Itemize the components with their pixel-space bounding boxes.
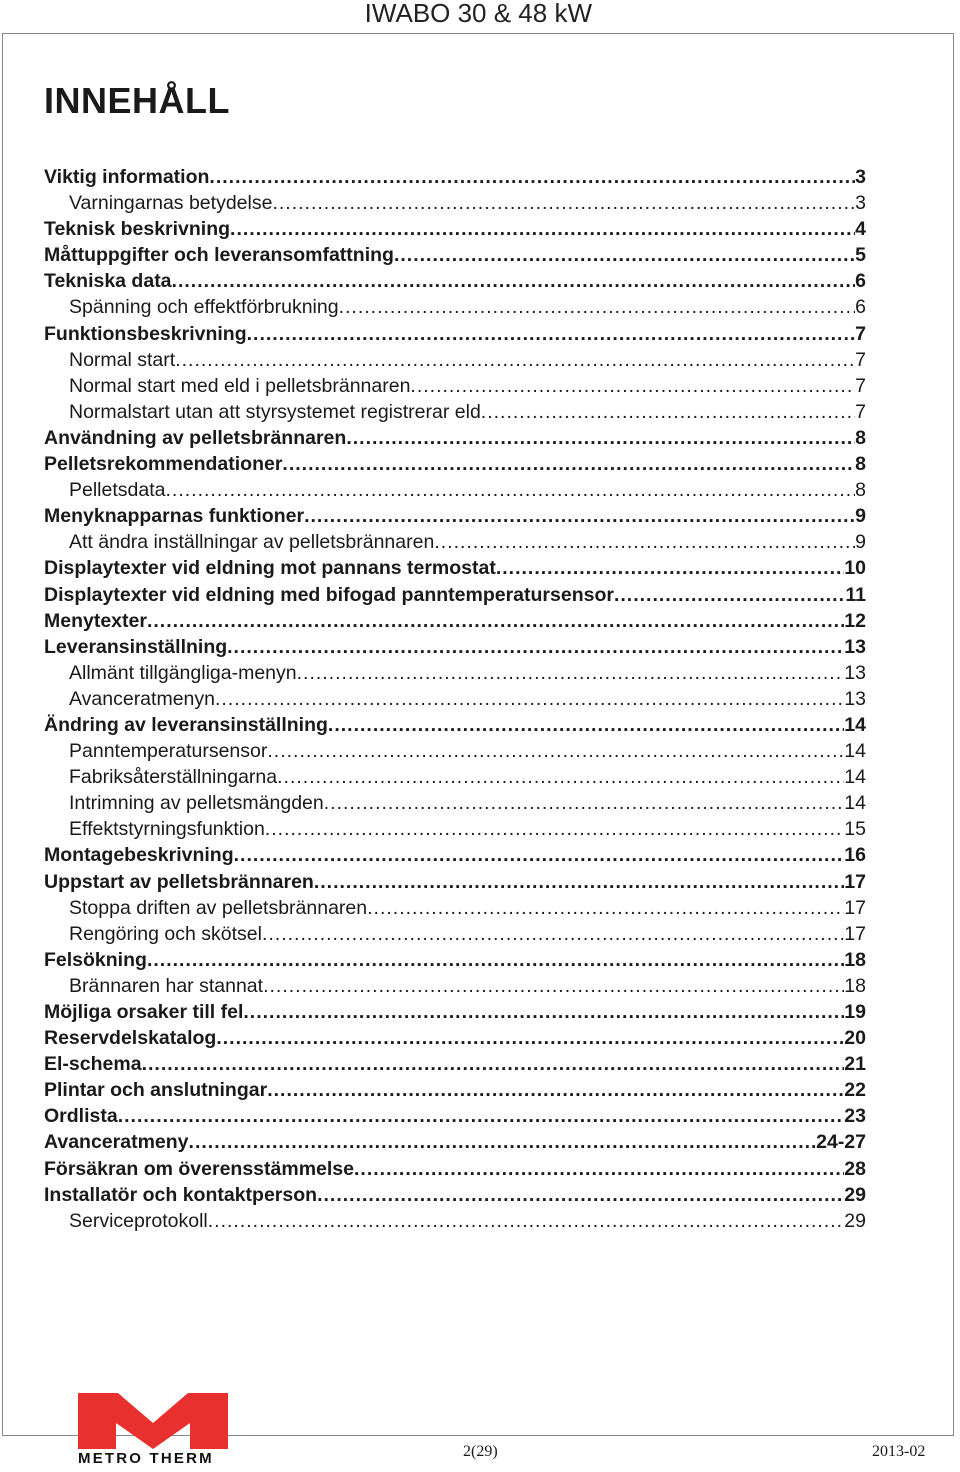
- toc-entry-label: Displaytexter vid eldning mot pannans termostat: [44, 557, 496, 580]
- toc-entry-label: Serviceprotokoll: [69, 1209, 208, 1232]
- toc-subentry[interactable]: [44, 375, 866, 401]
- toc-dot-leader: [265, 818, 844, 841]
- toc-subentry[interactable]: [44, 688, 866, 714]
- toc-entry-label: Teknisk beskrivning: [44, 218, 231, 241]
- toc-entry-page: 10: [844, 557, 866, 580]
- toc-entry-label: Installatör och kontaktperson: [44, 1183, 318, 1206]
- toc-entry-label: Tekniska data: [44, 270, 172, 293]
- toc-dot-leader: [314, 871, 844, 894]
- toc-entry[interactable]: [44, 1131, 866, 1157]
- toc-entry-label: Pelletsdata: [69, 479, 166, 502]
- toc-entry-label: Plintar och anslutningar: [44, 1079, 268, 1102]
- toc-dot-leader: [147, 949, 844, 972]
- logo-m-shape: [78, 1393, 228, 1449]
- toc-dot-leader: [142, 1053, 845, 1076]
- toc-entry[interactable]: [44, 557, 866, 583]
- toc-entry[interactable]: [44, 1105, 866, 1131]
- toc-entry[interactable]: [44, 1053, 866, 1079]
- toc-entry-label: Användning av pelletsbrännaren: [44, 426, 347, 449]
- toc-entry-page: 11: [845, 583, 866, 606]
- toc-entry-label: Intrimning av pelletsmängden: [69, 792, 324, 815]
- toc-entry-label: Normal start med eld i pelletsbrännaren: [69, 374, 411, 397]
- toc-entry-page: 9: [855, 531, 866, 554]
- toc-entry-page: 3: [855, 192, 866, 215]
- toc-entry-page: 21: [844, 1053, 866, 1076]
- toc-dot-leader: [243, 1001, 844, 1024]
- toc-entry-label: Normal start: [69, 348, 176, 371]
- toc-dot-leader: [165, 479, 855, 502]
- toc-entry-label: Brännaren har stannat: [69, 974, 264, 997]
- toc-entry-label: Möjliga orsaker till fel: [44, 1001, 244, 1023]
- toc-entry-page: 29: [844, 1209, 866, 1232]
- toc-dot-leader: [277, 766, 844, 789]
- toc-entry-label: Måttuppgifter och leveransomfattning: [44, 244, 394, 267]
- toc-entry[interactable]: [44, 244, 866, 270]
- toc-entry[interactable]: [44, 323, 866, 349]
- toc-entry-page: 8: [855, 479, 866, 502]
- toc-entry[interactable]: [44, 949, 866, 975]
- toc-dot-leader: [496, 557, 844, 580]
- toc-entry-label: Rengöring och skötsel: [69, 922, 262, 945]
- toc-entry-page: 15: [844, 818, 866, 841]
- toc-dot-leader: [247, 323, 856, 346]
- toc-entry[interactable]: [44, 505, 866, 531]
- toc-dot-leader: [346, 427, 855, 450]
- toc-entry-label: Att ändra inställningar av pelletsbrännaren: [69, 531, 435, 554]
- toc-entry-page: 24-27: [816, 1131, 866, 1154]
- toc-dot-leader: [263, 975, 844, 998]
- toc-entry-label: Försäkran om överensstämmelse: [44, 1157, 354, 1180]
- toc-dot-leader: [614, 584, 845, 607]
- page-title: INNEHÅLL: [44, 80, 230, 121]
- toc-entry-page: 7: [855, 400, 866, 423]
- toc-dot-leader: [175, 349, 855, 372]
- toc-dot-leader: [147, 610, 844, 633]
- toc-subentry[interactable]: [44, 479, 866, 505]
- toc-entry[interactable]: [44, 166, 866, 192]
- toc-dot-leader: [227, 636, 844, 659]
- toc-entry-label: Normalstart utan att styrsystemet registrerar eld: [69, 400, 481, 423]
- toc-entry-page: 14: [844, 713, 866, 736]
- toc-subentry[interactable]: [44, 897, 866, 923]
- toc-dot-leader: [317, 1184, 844, 1207]
- toc-dot-leader: [216, 1027, 844, 1050]
- toc-entry-label: Felsökning: [44, 948, 147, 971]
- page-number: 2(29): [463, 1443, 498, 1460]
- toc-entry-page: 8: [855, 453, 866, 476]
- toc-entry-label: Reservdelskatalog: [44, 1027, 217, 1050]
- toc-entry-page: 23: [844, 1105, 866, 1128]
- toc-entry-label: Uppstart av pelletsbrännaren: [44, 870, 314, 893]
- toc-subentry[interactable]: [44, 1210, 866, 1236]
- toc-dot-leader: [189, 1131, 817, 1154]
- document-header-title: IWABO 30 & 48 kW: [364, 0, 592, 28]
- toc-entry-label: Stoppa driften av pelletsbrännaren: [69, 896, 368, 919]
- toc-dot-leader: [434, 531, 855, 554]
- toc-entry[interactable]: [44, 1184, 866, 1210]
- toc-entry-page: 17: [844, 896, 866, 919]
- toc-subentry[interactable]: [44, 531, 866, 557]
- toc-entry[interactable]: [44, 1001, 866, 1027]
- toc-entry-page: 17: [844, 922, 866, 945]
- toc-entry[interactable]: [44, 1079, 866, 1105]
- toc-entry-label: Funktionsbeskrivning: [44, 322, 247, 345]
- toc-entry-label: Allmänt tillgängliga-menyn: [69, 661, 297, 684]
- toc-entry-label: Menyknapparnas funktioner: [44, 505, 305, 528]
- toc-entry-page: 16: [844, 844, 866, 867]
- toc-subentry[interactable]: [44, 766, 866, 792]
- toc-entry[interactable]: [44, 427, 866, 453]
- toc-entry-page: 29: [844, 1183, 866, 1206]
- toc-entry-page: 6: [855, 296, 866, 319]
- toc-entry-label: Avanceratmeny: [44, 1131, 189, 1154]
- toc-dot-leader: [234, 844, 845, 867]
- toc-entry[interactable]: [44, 218, 866, 244]
- toc-entry-label: Montagebeskrivning: [44, 844, 234, 867]
- toc-entry-page: 28: [844, 1157, 866, 1180]
- toc-entry[interactable]: [44, 1158, 866, 1184]
- toc-subentry[interactable]: [44, 792, 866, 818]
- toc-entry-page: 14: [844, 792, 866, 815]
- toc-subentry[interactable]: [44, 662, 866, 688]
- toc-dot-leader: [209, 166, 855, 189]
- toc-dot-leader: [230, 218, 855, 241]
- toc-subentry[interactable]: [44, 923, 866, 949]
- logo-text: METRO THERM: [78, 1450, 214, 1467]
- toc-entry[interactable]: [44, 871, 866, 897]
- toc-entry-label: Spänning och effektförbrukning: [69, 296, 339, 319]
- toc-entry-page: 13: [844, 661, 866, 684]
- toc-dot-leader: [339, 296, 856, 319]
- toc-entry-page: 19: [844, 1001, 866, 1023]
- toc-subentry[interactable]: [44, 975, 866, 1001]
- toc-entry-label: Fabriksåterställningarna: [69, 766, 278, 789]
- toc-entry-label: Menytexter: [44, 609, 147, 632]
- toc-subentry[interactable]: [44, 818, 866, 844]
- toc-subentry[interactable]: [44, 349, 866, 375]
- toc-subentry[interactable]: [44, 740, 866, 766]
- toc-entry-label: Viktig information: [44, 166, 210, 188]
- toc-entry-label: Effektstyrningsfunktion: [69, 818, 265, 841]
- toc-entry[interactable]: [44, 584, 866, 610]
- toc-subentry[interactable]: [44, 296, 866, 322]
- toc-dot-leader: [304, 505, 855, 528]
- document-date: 2013-02: [872, 1443, 926, 1460]
- toc-entry[interactable]: [44, 453, 866, 479]
- toc-entry-page: 6: [855, 270, 866, 293]
- toc-entry-page: 7: [855, 322, 866, 345]
- toc-entry-label: Panntemperatursensor: [69, 740, 268, 763]
- toc-dot-leader: [297, 662, 845, 685]
- toc-entry-label: Varningarnas betydelse: [69, 192, 273, 215]
- toc-entry-label: Displaytexter vid eldning med bifogad panntemperatursensor: [44, 583, 614, 606]
- toc-entry-page: 14: [844, 766, 866, 789]
- toc-dot-leader: [267, 740, 844, 763]
- toc-dot-leader: [328, 714, 844, 737]
- toc-entry-page: 13: [844, 635, 866, 658]
- toc-entry-page: 14: [844, 740, 866, 763]
- toc-entry-page: 5: [855, 244, 866, 267]
- toc-entry-label: Ordlista: [44, 1105, 118, 1128]
- toc-dot-leader: [272, 192, 855, 215]
- toc-entry-label: Avanceratmenyn: [69, 687, 215, 710]
- toc-dot-leader: [172, 270, 856, 293]
- toc-subentry[interactable]: [44, 192, 866, 218]
- toc-entry-page: 8: [855, 426, 866, 449]
- toc-dot-leader: [481, 401, 855, 424]
- toc-entry[interactable]: [44, 636, 866, 662]
- toc-entry-page: 18: [844, 974, 866, 997]
- toc-dot-leader: [367, 897, 844, 920]
- toc-entry[interactable]: [44, 270, 866, 296]
- toc-dot-leader: [262, 923, 844, 946]
- toc-entry-label: Ändring av leveransinställning: [44, 713, 328, 736]
- toc-entry-label: Pelletsrekommendationer: [44, 453, 283, 476]
- toc-dot-leader: [215, 688, 844, 711]
- toc-entry-page: 22: [844, 1079, 866, 1102]
- toc-dot-leader: [410, 375, 855, 398]
- toc-subentry[interactable]: [44, 401, 866, 427]
- toc-entry-page: 7: [855, 374, 866, 397]
- toc-dot-leader: [118, 1105, 845, 1128]
- toc-entry[interactable]: [44, 844, 866, 870]
- toc-entry-page: 12: [844, 609, 866, 632]
- toc-entry-page: 13: [844, 687, 866, 710]
- toc-dot-leader: [324, 792, 845, 815]
- toc-entry-page: 7: [855, 348, 866, 371]
- toc-entry-label: El-schema: [44, 1053, 142, 1076]
- toc-dot-leader: [354, 1158, 844, 1181]
- toc-entry-page: 3: [855, 166, 866, 188]
- toc-entry[interactable]: [44, 1027, 866, 1053]
- toc-dot-leader: [282, 453, 855, 476]
- toc-entry-label: Leveransinställning: [44, 635, 228, 658]
- toc-entry[interactable]: [44, 610, 866, 636]
- toc-entry-page: 18: [844, 948, 866, 971]
- toc-dot-leader: [208, 1210, 845, 1233]
- toc-entry-page: 20: [844, 1027, 866, 1050]
- toc-entry-page: 4: [855, 218, 866, 241]
- toc-entry-page: 9: [855, 505, 866, 528]
- toc-entry-page: 17: [844, 870, 866, 893]
- toc-entry[interactable]: [44, 714, 866, 740]
- table-of-contents: [44, 166, 866, 1236]
- toc-dot-leader: [267, 1079, 844, 1102]
- toc-dot-leader: [394, 244, 855, 267]
